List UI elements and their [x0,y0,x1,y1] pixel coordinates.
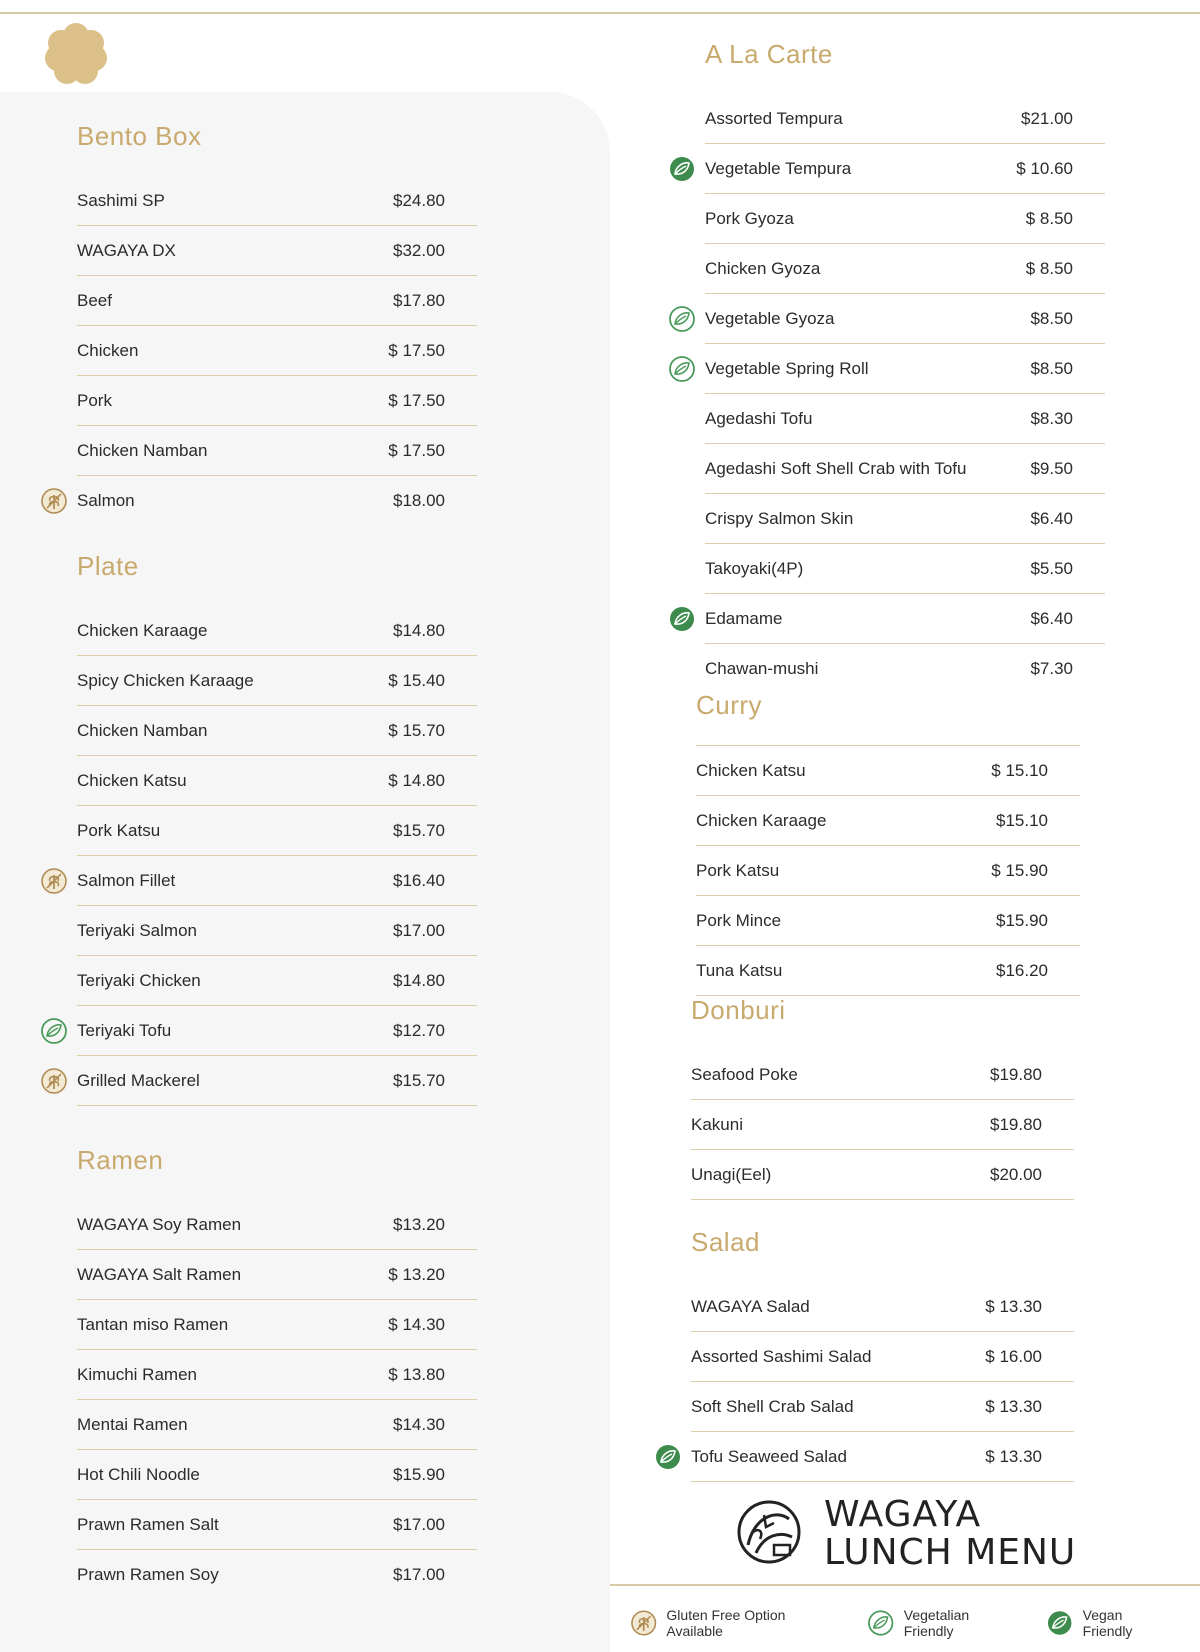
section-salad [691,1222,1074,1482]
menu-item-row [691,1332,1074,1382]
menu-item-name: Sashimi SP [77,190,165,210]
gluten-free-icon [40,1067,68,1095]
menu-item-name: Assorted Sashimi Salad [691,1346,872,1366]
vegetarian-leaf-icon [668,355,696,383]
menu-item-row [77,1450,477,1500]
menu-item-row [77,1350,477,1400]
menu-item-row [77,856,477,906]
menu-item-row [696,896,1080,946]
menu-item-row [691,1100,1074,1150]
menu-item-name: Prawn Ramen Salt [77,1514,219,1534]
menu-item-name: Unagi(Eel) [691,1164,772,1184]
menu-item-name: Mentai Ramen [77,1414,188,1434]
menu-item-row [696,796,1080,846]
menu-item-row [691,1282,1074,1332]
menu-item-price: $13.20 [393,1214,445,1234]
section-title: Bento Box [77,121,202,151]
menu-item-name: Beef [77,290,112,310]
dietary-legend [630,1606,1200,1640]
vegan-leaf-icon [668,605,696,633]
menu-list [77,606,477,1106]
menu-item-price: $20.00 [990,1164,1042,1184]
menu-item-row [691,1150,1074,1200]
menu-item-price: $ 13.80 [388,1364,445,1384]
menu-item-name: Edamame [705,608,783,628]
menu-item-name: WAGAYA DX [77,240,176,260]
menu-item-row [77,176,477,226]
menu-item-name: Teriyaki Chicken [77,970,201,990]
menu-item-price: $8.30 [1030,408,1073,428]
menu-item-name: Pork Mince [696,910,782,930]
menu-item-price: $14.80 [393,970,445,990]
menu-item-name: Seafood Poke [691,1064,798,1084]
gluten-free-icon [630,1609,657,1637]
vegetarian-leaf-icon [867,1609,894,1637]
menu-item-name: Pork [77,390,112,410]
legend-vegan [1046,1607,1174,1639]
menu-item-row [77,756,477,806]
menu-item-price: $14.80 [393,620,445,640]
menu-item-price: $15.10 [996,810,1048,830]
vegan-leaf-icon [668,155,696,183]
menu-item-name: Chicken Karaage [77,620,208,640]
menu-item-price: $18.00 [393,491,445,510]
menu-item-name: Hot Chili Noodle [77,1464,200,1484]
vegetarian-leaf-icon [40,1017,68,1045]
menu-item-row [77,956,477,1006]
legend-gluten-free [630,1607,841,1639]
menu-item-row [705,444,1105,494]
menu-item-price: $ 13.20 [388,1264,445,1284]
menu-item-price: $17.00 [393,1565,445,1584]
menu-list [77,176,477,526]
wagaya-crest-icon [734,1497,804,1567]
menu-item-row [705,494,1105,544]
menu-item-row [77,1400,477,1450]
menu-item-price: $7.30 [1030,659,1073,678]
menu-item-price: $6.40 [1030,608,1073,628]
menu-item-row [705,194,1105,244]
menu-item-row [77,1300,477,1350]
menu-item-name: Kakuni [691,1114,743,1134]
menu-item-name: Chicken Karaage [696,810,827,830]
menu-item-name: Pork Katsu [696,860,780,880]
menu-item-row [77,806,477,856]
legend-vegetarian [867,1607,1020,1639]
menu-item-name: Assorted Tempura [705,108,843,128]
menu-item-name: Agedashi Tofu [705,408,813,428]
menu-item-row [77,276,477,326]
menu-item-name: Kimuchi Ramen [77,1364,197,1384]
menu-item-price: $12.70 [393,1020,445,1040]
section-ramen [77,1140,477,1600]
menu-list [691,1050,1074,1200]
flower-logo-icon [44,22,108,86]
menu-item-row [705,344,1105,394]
menu-item-price: $8.50 [1030,358,1073,378]
menu-item-price: $6.40 [1030,508,1073,528]
menu-item-row [696,746,1080,796]
menu-item-row [77,706,477,756]
menu-item-row [705,394,1105,444]
section-title: Curry [696,690,763,720]
menu-item-row [691,1432,1074,1482]
menu-item-name: Chicken Gyoza [705,258,821,278]
menu-item-name: Pork Gyoza [705,208,794,228]
menu-item-name: WAGAYA Salt Ramen [77,1264,242,1284]
menu-item-price: $17.00 [393,1514,445,1534]
menu-item-name: WAGAYA Salad [691,1296,810,1316]
menu-item-name: Tofu Seaweed Salad [691,1446,847,1466]
menu-item-row [77,1500,477,1550]
menu-item-name: Tantan miso Ramen [77,1314,229,1334]
legend-label: Vegetalian Friendly [903,1607,970,1639]
menu-item-name: Prawn Ramen Soy [77,1565,219,1584]
menu-item-row [705,94,1105,144]
menu-item-price: $ 13.30 [985,1446,1042,1466]
menu-item-row [77,476,477,526]
menu-item-name: Teriyaki Salmon [77,920,197,940]
menu-item-price: $ 14.80 [388,770,445,790]
section-title: Salad [691,1227,760,1257]
menu-item-row [77,226,477,276]
menu-item-name: Salmon [77,491,135,510]
legend-label: Vegan Friendly [1082,1607,1133,1639]
menu-item-row [77,426,477,476]
section-alacarte [705,34,1105,694]
menu-item-row [705,294,1105,344]
menu-item-name: Vegetable Gyoza [705,308,835,328]
menu-list [696,745,1080,996]
menu-item-row [77,1200,477,1250]
menu-item-name: Salmon Fillet [77,870,176,890]
menu-item-price: $15.90 [393,1464,445,1484]
gluten-free-icon [40,487,68,515]
menu-item-name: Vegetable Spring Roll [705,358,869,378]
menu-item-price: $16.40 [393,870,445,890]
menu-item-name: Spicy Chicken Karaage [77,670,254,690]
menu-item-name: Grilled Mackerel [77,1070,200,1090]
menu-item-price: $24.80 [393,190,445,210]
menu-item-price: $ 8.50 [1025,258,1073,278]
vegan-leaf-icon [1046,1609,1073,1637]
menu-item-row [77,1550,477,1600]
brand-subtitle: LUNCH MENU [824,1532,1077,1573]
menu-item-price: $ 17.50 [388,390,445,410]
menu-item-name: Agedashi Soft Shell Crab with Tofu [705,458,967,478]
menu-item-price: $5.50 [1030,558,1073,578]
menu-item-price: $19.80 [990,1064,1042,1084]
menu-item-row [77,906,477,956]
top-rule [0,12,1200,14]
menu-item-price: $ 10.60 [1016,158,1073,178]
menu-item-price: $16.20 [996,960,1048,980]
menu-list [77,1200,477,1600]
menu-item-row [691,1382,1074,1432]
menu-item-name: Pork Katsu [77,820,161,840]
menu-item-row [705,144,1105,194]
menu-item-price: $ 14.30 [388,1314,445,1334]
menu-item-name: Teriyaki Tofu [77,1020,172,1040]
section-title: A La Carte [705,39,833,69]
menu-item-price: $ 16.00 [985,1346,1042,1366]
menu-item-price: $17.80 [393,290,445,310]
menu-item-price: $15.90 [996,910,1048,930]
menu-item-row [705,544,1105,594]
menu-item-name: Chawan-mushi [705,659,819,678]
menu-item-row [696,946,1080,996]
menu-item-price: $ 13.30 [985,1396,1042,1416]
menu-list [705,94,1105,694]
section-donburi [691,990,1074,1200]
menu-item-price: $9.50 [1030,458,1073,478]
menu-item-price: $ 15.70 [388,720,445,740]
menu-item-price: $ 8.50 [1025,208,1073,228]
section-bento [77,116,477,526]
gluten-free-icon [40,867,68,895]
menu-item-row [691,1050,1074,1100]
menu-item-row [77,1056,477,1106]
menu-item-row [705,594,1105,644]
menu-item-price: $21.00 [1021,108,1073,128]
menu-item-price: $ 17.50 [388,440,445,460]
menu-item-name: Takoyaki(4P) [705,558,804,578]
section-title: Plate [77,551,139,581]
menu-item-price: $ 15.40 [388,670,445,690]
menu-item-price: $ 15.10 [991,760,1048,780]
menu-item-price: $15.70 [393,820,445,840]
menu-item-row [77,326,477,376]
menu-item-name: Chicken Namban [77,440,208,460]
menu-item-price: $14.30 [393,1414,445,1434]
menu-item-row [77,656,477,706]
menu-item-name: Chicken Katsu [696,760,806,780]
footer-rule [610,1584,1200,1586]
section-title: Ramen [77,1145,164,1175]
legend-label: Gluten Free Option Available [666,1607,786,1639]
menu-item-name: Vegetable Tempura [705,158,852,178]
menu-item-row [696,846,1080,896]
section-plate [77,546,477,1106]
section-title: Donburi [691,995,786,1025]
menu-item-name: Chicken [77,340,139,360]
menu-item-price: $19.80 [990,1114,1042,1134]
menu-item-row [705,244,1105,294]
menu-item-name: Crispy Salmon Skin [705,508,854,528]
menu-item-name: WAGAYA Soy Ramen [77,1214,242,1234]
menu-item-name: Tuna Katsu [696,960,783,980]
menu-item-name: Chicken Katsu [77,770,187,790]
menu-item-price: $32.00 [393,240,445,260]
menu-item-name: Chicken Namban [77,720,208,740]
brand-title: WAGAYA [824,1494,982,1535]
menu-item-price: $ 13.30 [985,1296,1042,1316]
vegetarian-leaf-icon [668,305,696,333]
menu-item-price: $8.50 [1030,308,1073,328]
menu-item-price: $17.00 [393,920,445,940]
menu-item-price: $15.70 [393,1070,445,1090]
menu-item-row [77,1006,477,1056]
section-curry [696,685,1080,996]
vegan-leaf-icon [654,1443,682,1471]
menu-list [691,1282,1074,1482]
menu-item-row [77,376,477,426]
menu-item-price: $ 15.90 [991,860,1048,880]
menu-item-row [77,1250,477,1300]
menu-item-price: $ 17.50 [388,340,445,360]
menu-item-row [77,606,477,656]
menu-item-name: Soft Shell Crab Salad [691,1396,854,1416]
